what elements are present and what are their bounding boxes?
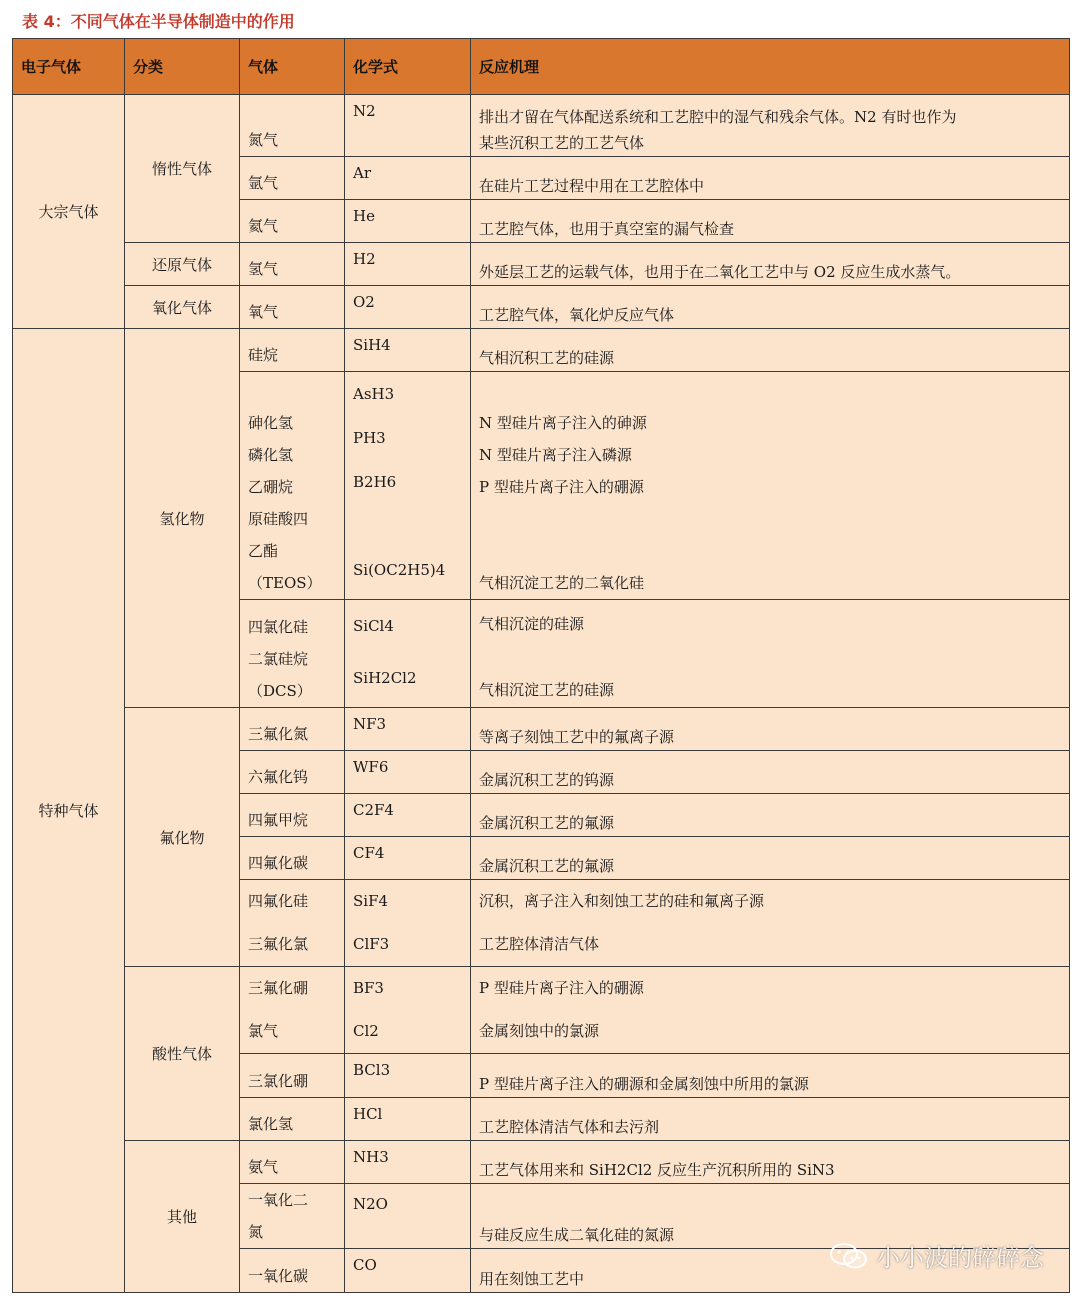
formula-line: AsH3 bbox=[353, 385, 395, 403]
name-line: 氩气 bbox=[248, 174, 279, 192]
category-reducing: 还原气体 bbox=[125, 243, 240, 286]
formula-cell bbox=[345, 880, 471, 967]
formula-line: WF6 bbox=[353, 758, 389, 776]
gas-name-cell bbox=[240, 1054, 345, 1098]
formula-cell bbox=[345, 286, 471, 329]
formula-cell bbox=[345, 600, 471, 708]
gas-name-cell bbox=[240, 243, 345, 286]
formula-line: C2F4 bbox=[353, 801, 394, 819]
name-line: 硅烷 bbox=[248, 346, 279, 364]
mech-line: 用在刻蚀工艺中 bbox=[479, 1270, 585, 1288]
formula-cell bbox=[345, 95, 471, 157]
formula-cell bbox=[345, 200, 471, 243]
formula-cell bbox=[345, 794, 471, 837]
mechanism-cell bbox=[471, 967, 1070, 1054]
name-line: 四氯化硅 bbox=[248, 618, 309, 636]
watermark bbox=[828, 1238, 1044, 1273]
formula-cell bbox=[345, 1249, 471, 1293]
formula-line: BF3 bbox=[353, 979, 384, 997]
formula-cell bbox=[345, 967, 471, 1054]
mech-line: 与硅反应生成二氧化硅的氮源 bbox=[479, 1226, 675, 1244]
table-row bbox=[13, 95, 1070, 157]
formula-line: NH3 bbox=[353, 1148, 389, 1166]
mechanism-cell bbox=[471, 837, 1070, 880]
formula-line: SiF4 bbox=[353, 892, 389, 910]
category-acid: 酸性气体 bbox=[125, 967, 240, 1141]
mech-line: 气相沉淀的硅源 bbox=[479, 615, 585, 633]
gas-name-cell bbox=[240, 880, 345, 967]
name-line: 氮 bbox=[248, 1223, 264, 1241]
mech-line: 金属刻蚀中的氯源 bbox=[479, 1022, 600, 1040]
mechanism-cell bbox=[471, 880, 1070, 967]
gas-table bbox=[12, 38, 1070, 1293]
table-row bbox=[13, 967, 1070, 1054]
mech-line bbox=[479, 535, 1061, 567]
formula-line: O2 bbox=[353, 293, 375, 311]
name-line: 三氟化氯 bbox=[248, 935, 309, 953]
mechanism-cell bbox=[471, 708, 1070, 751]
gas-name-cell bbox=[240, 708, 345, 751]
mech-line: 在硅片工艺过程中用在工艺腔体中 bbox=[479, 177, 705, 195]
name-line: 六氟化钨 bbox=[248, 768, 309, 786]
gas-name-cell bbox=[240, 794, 345, 837]
name-line: 四氟甲烷 bbox=[248, 811, 309, 829]
table-row bbox=[13, 243, 1070, 286]
formula-line: SiH4 bbox=[353, 336, 391, 354]
formula-line: PH3 bbox=[353, 429, 386, 447]
mech-line: 气相沉淀工艺的硅源 bbox=[479, 681, 615, 699]
gas-name-cell bbox=[240, 95, 345, 157]
name-line: 三氟化氮 bbox=[248, 725, 309, 743]
group-special-gas: 特种气体 bbox=[13, 329, 125, 1293]
name-line: 氯气 bbox=[248, 1022, 279, 1040]
name-line: 原硅酸四 bbox=[248, 510, 309, 528]
mechanism-cell bbox=[471, 1141, 1070, 1184]
name-line: 砷化氢 bbox=[248, 414, 294, 432]
formula-line: N2O bbox=[353, 1195, 388, 1213]
mech-line: 工艺腔气体，也用于真空室的漏气检查 bbox=[479, 220, 735, 238]
formula-cell bbox=[345, 1098, 471, 1141]
name-line: 乙酯 bbox=[248, 542, 279, 560]
mech-line: 工艺腔体清洁气体和去污剂 bbox=[479, 1118, 660, 1136]
formula-line: SiH2Cl2 bbox=[353, 669, 417, 687]
gas-name-cell bbox=[240, 372, 345, 600]
mechanism-cell bbox=[471, 286, 1070, 329]
table-row bbox=[13, 1141, 1070, 1184]
watermark-text: 小小波的碎碎念 bbox=[876, 1244, 1044, 1272]
formula-cell bbox=[345, 1184, 471, 1249]
name-line: 磷化氢 bbox=[248, 446, 294, 464]
mechanism-cell bbox=[471, 1098, 1070, 1141]
gas-name-cell bbox=[240, 751, 345, 794]
formula-cell bbox=[345, 837, 471, 880]
formula-cell bbox=[345, 243, 471, 286]
table-caption: 表 4：不同气体在半导体制造中的作用 bbox=[22, 12, 295, 31]
mechanism-cell bbox=[471, 95, 1070, 157]
formula-cell bbox=[345, 157, 471, 200]
formula-cell bbox=[345, 708, 471, 751]
mech-line: P 型硅片离子注入的硼源 bbox=[479, 478, 644, 496]
mech-line: 沉积，离子注入和刻蚀工艺的硅和氟离子源 bbox=[479, 892, 765, 910]
mechanism-cell bbox=[471, 157, 1070, 200]
mech-line: 工艺腔体清洁气体 bbox=[479, 935, 600, 953]
formula-line: Ar bbox=[353, 164, 372, 182]
group-bulk-gas-cell: 大宗气体 bbox=[13, 95, 125, 329]
name-line: 三氟化硼 bbox=[248, 979, 309, 997]
category-other: 其他 bbox=[125, 1141, 240, 1293]
name-line: 氢气 bbox=[248, 260, 279, 278]
formula-cell bbox=[345, 751, 471, 794]
formula-line: H2 bbox=[353, 250, 376, 268]
gas-name-cell bbox=[240, 1249, 345, 1293]
header-category: 分类 bbox=[125, 39, 240, 95]
formula-line: BCl3 bbox=[353, 1061, 391, 1079]
mechanism-cell bbox=[471, 751, 1070, 794]
gas-name-cell bbox=[240, 200, 345, 243]
formula-line: ClF3 bbox=[353, 935, 390, 953]
formula-line: He bbox=[353, 207, 375, 225]
mech-line bbox=[479, 641, 1061, 674]
formula-line: SiCl4 bbox=[353, 617, 394, 635]
table-header-row bbox=[13, 39, 1070, 95]
formula-line: N2 bbox=[353, 102, 376, 120]
category-oxidizing: 氧化气体 bbox=[125, 286, 240, 329]
gas-name-cell bbox=[240, 157, 345, 200]
mech-line: 外延层工艺的运载气体，也用于在二氧化工艺中与 O2 反应生成水蒸气。 bbox=[479, 263, 961, 281]
name-line: 氯化氢 bbox=[248, 1115, 294, 1133]
mech-line: 金属沉积工艺的氟源 bbox=[479, 857, 615, 875]
name-line: 一氧化二 bbox=[248, 1191, 309, 1209]
gas-name-cell bbox=[240, 286, 345, 329]
formula-line: NF3 bbox=[353, 715, 387, 733]
wechat-icon bbox=[828, 1241, 870, 1271]
formula-line: B2H6 bbox=[353, 473, 397, 491]
table-row bbox=[13, 708, 1070, 751]
name-line: 二氯硅烷 bbox=[248, 650, 309, 668]
formula-line: HCl bbox=[353, 1105, 383, 1123]
formula-line: Si(OC2H5)4 bbox=[353, 561, 446, 579]
gas-name-cell bbox=[240, 1184, 345, 1249]
table-row bbox=[13, 329, 1070, 372]
gas-name-cell bbox=[240, 329, 345, 372]
mech-line: 等离子刻蚀工艺中的氟离子源 bbox=[479, 728, 675, 746]
category-inert: 惰性气体 bbox=[125, 95, 240, 243]
name-line: 氧气 bbox=[248, 303, 279, 321]
header-gas: 气体 bbox=[240, 39, 345, 95]
mech-line: 工艺气体用来和 SiH2Cl2 反应生产沉积所用的 SiN3 bbox=[479, 1161, 835, 1179]
mech-line bbox=[479, 503, 1061, 535]
mechanism-cell bbox=[471, 329, 1070, 372]
mech-line: 气相沉积工艺的硅源 bbox=[479, 349, 615, 367]
name-line: 一氧化碳 bbox=[248, 1267, 309, 1285]
mech-line: N 型硅片离子注入的砷源 bbox=[479, 414, 647, 432]
name-line: 三氯化硼 bbox=[248, 1072, 309, 1090]
header-mechanism: 反应机理 bbox=[471, 39, 1070, 95]
mech-line: 金属沉积工艺的钨源 bbox=[479, 771, 615, 789]
name-line: 四氟化碳 bbox=[248, 854, 309, 872]
table-row bbox=[13, 286, 1070, 329]
name-line: （TEOS） bbox=[248, 574, 322, 592]
name-line: 乙硼烷 bbox=[248, 478, 294, 496]
mech-line: 金属沉积工艺的氟源 bbox=[479, 814, 615, 832]
formula-cell bbox=[345, 1141, 471, 1184]
mech-line: N 型硅片离子注入磷源 bbox=[479, 446, 632, 464]
gas-name-cell bbox=[240, 967, 345, 1054]
formula-line bbox=[353, 504, 462, 548]
formula-line: Cl2 bbox=[353, 1022, 379, 1040]
name-line: （DCS） bbox=[248, 682, 312, 700]
mechanism-cell bbox=[471, 794, 1070, 837]
category-fluoride: 氟化物 bbox=[125, 708, 240, 967]
gas-name-cell bbox=[240, 1141, 345, 1184]
mech-line: 某些沉积工艺的工艺气体 bbox=[479, 134, 645, 152]
gas-name-cell bbox=[240, 1098, 345, 1141]
mech-line: 气相沉淀工艺的二氧化硅 bbox=[479, 574, 645, 592]
mech-line: 工艺腔气体，氧化炉反应气体 bbox=[479, 306, 675, 324]
formula-cell bbox=[345, 372, 471, 600]
gas-name-cell bbox=[240, 600, 345, 708]
name-line: 氮气 bbox=[248, 131, 279, 149]
header-electronic-gas: 电子气体 bbox=[13, 39, 125, 95]
name-line: 氨气 bbox=[248, 1158, 279, 1176]
formula-cell bbox=[345, 1054, 471, 1098]
mechanism-cell bbox=[471, 600, 1070, 708]
formula-cell bbox=[345, 329, 471, 372]
category-hydride: 氢化物 bbox=[125, 329, 240, 708]
formula-line: CF4 bbox=[353, 844, 385, 862]
mechanism-cell bbox=[471, 200, 1070, 243]
name-line: 氦气 bbox=[248, 217, 279, 235]
mechanism-cell bbox=[471, 372, 1070, 600]
formula-line: CO bbox=[353, 1256, 377, 1274]
name-line: 四氟化硅 bbox=[248, 892, 309, 910]
mech-line: P 型硅片离子注入的硼源 bbox=[479, 979, 644, 997]
mechanism-cell bbox=[471, 1054, 1070, 1098]
mech-line: P 型硅片离子注入的硼源和金属刻蚀中所用的氯源 bbox=[479, 1075, 809, 1093]
header-formula: 化学式 bbox=[345, 39, 471, 95]
mech-line: 排出才留在气体配送系统和工艺腔中的湿气和残余气体。N2 有时也作为 bbox=[479, 108, 957, 126]
mechanism-cell bbox=[471, 243, 1070, 286]
gas-name-cell bbox=[240, 837, 345, 880]
